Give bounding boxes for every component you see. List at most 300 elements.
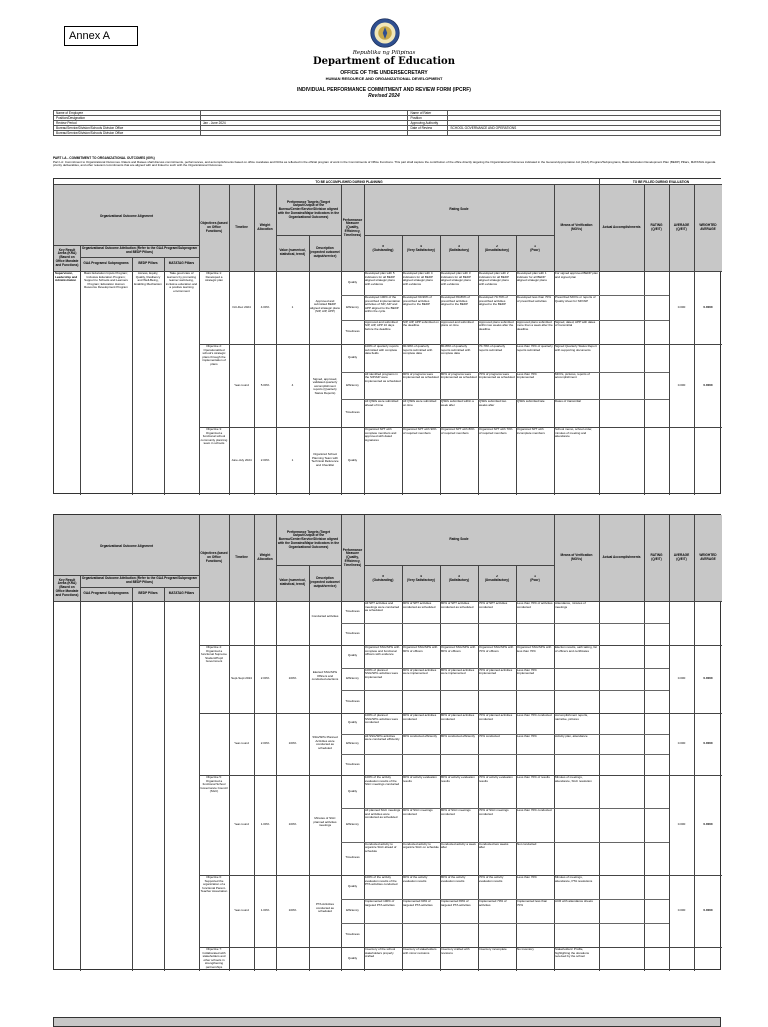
target-value-text: 100%: [288, 909, 297, 912]
performance-measure-label: Timeliness: [345, 411, 360, 415]
actual-accomplishment-cell[interactable]: [600, 775, 643, 808]
mov-text: Accomplishment reports, narrative, pictures: [555, 714, 589, 721]
rating-criteria-r3: Inventory crafted with revisions: [441, 948, 470, 955]
header-targets: Performance Targets (Target Output/Output of the Bureau/Center/Service/Division aligned with the Domains/Major Indicators in the Organizational Outcomes): [277, 529, 340, 549]
performance-measure-label: Efficiency: [346, 677, 359, 680]
actual-accomplishment-cell[interactable]: [600, 344, 643, 372]
grid-divider: [599, 185, 600, 271]
actual-accomplishment-cell[interactable]: [600, 295, 643, 319]
grid-divider: [694, 515, 695, 601]
actual-accomplishment-cell[interactable]: [600, 842, 643, 875]
grid-divider: [478, 565, 479, 601]
mov-text: Signed, dated, APP with dates of transmittal: [555, 320, 596, 328]
gaa-text: [81, 428, 131, 494]
performance-measure-label: Timeliness: [345, 610, 360, 613]
rating-criteria-r2: Developed 70-79% of prescribed activities aligned to the BEDP: [479, 296, 508, 307]
mov-text: MOVs, pictures, reports of accomplishment: [555, 372, 590, 380]
mov-text: Activity plan, attendance: [555, 734, 588, 738]
rating-criteria-r1: [517, 755, 553, 774]
header-weight: Weight Allocation: [257, 553, 273, 561]
rating-level-number: 2: [496, 245, 498, 248]
mov-text: [555, 924, 598, 946]
actual-accomplishment-cell[interactable]: [600, 947, 643, 971]
timeline-text: [230, 621, 253, 627]
measure-divider: [341, 668, 669, 669]
actual-accomplishment-cell[interactable]: [600, 645, 643, 668]
rating-input-cell[interactable]: [645, 875, 668, 899]
rating-criteria-r4: Organized SPT with 90% of required members: [403, 428, 437, 435]
target-description-text: PTA Activities conducted as scheduled: [316, 903, 334, 913]
grid-divider: [669, 515, 670, 601]
target-description-text: SSG/SPG Planned Activities were conducted as scheduled: [312, 736, 338, 750]
grid-divider: [254, 601, 255, 971]
header-oo-attribution: Organizational Outcome Attribution (Refer to the GAA Program/Subprogram and BEDP Pillars): [81, 246, 198, 254]
rating-input-cell[interactable]: [645, 808, 668, 841]
rating-criteria-r2: [479, 755, 515, 774]
rating-level-label: (Satisfactory): [448, 577, 470, 582]
rating-input-cell[interactable]: [645, 754, 668, 775]
rating-input-cell[interactable]: [645, 271, 668, 295]
rating-criteria-r1: [517, 624, 553, 644]
header-bedp: BEDP Pillars: [138, 591, 158, 596]
mov-text: Election results, oath taking, list of officers and certificates: [555, 646, 598, 653]
grid-divider: [276, 185, 277, 271]
rating-criteria-r2: Conducted two weeks after: [479, 842, 509, 850]
performance-measure-label: Quality: [347, 459, 358, 462]
actual-accomplishment-cell[interactable]: [600, 320, 643, 344]
rating-criteria-r3: [441, 755, 477, 774]
grid-divider: [276, 515, 277, 601]
rating-input-cell[interactable]: [645, 320, 668, 344]
header-description: Description (expected outcome/ output/service): [310, 576, 340, 588]
performance-measure-label: Quality: [347, 281, 358, 285]
performance-measure-label: Quality: [347, 789, 358, 793]
rating-criteria-r1: Less than 70% of activities conducted: [517, 602, 553, 609]
rating-criteria-r5: 100% of the activity evaluation results of the PTA activities conducted: [365, 876, 398, 886]
actual-accomplishment-cell[interactable]: [600, 808, 643, 841]
mov-text: [555, 691, 598, 712]
info-value[interactable]: Jan - June 2024: [200, 121, 408, 126]
performance-measure-label: Quality: [347, 355, 358, 359]
average-value: 0.000: [677, 742, 686, 745]
measure-divider: [341, 808, 669, 809]
performance-measure-label: Efficiency: [346, 909, 359, 912]
rating-level-number: 1: [534, 575, 536, 578]
form-title: INDIVIDUAL PERFORMANCE COMMITMENT AND REVIEW FORM (IPCRF): [297, 87, 471, 93]
performance-measure-label: Timeliness: [345, 856, 360, 860]
grid-divider: [694, 185, 695, 271]
rating-input-cell[interactable]: [645, 713, 668, 734]
rating-level-3: [440, 245, 478, 265]
info-row: [54, 131, 721, 136]
header-rating: RATING (Q/E/T): [650, 553, 663, 561]
measure-divider: [341, 295, 669, 296]
rating-criteria-r5: All planned SGC meetings and activities were conducted as scheduled: [365, 809, 401, 820]
actual-accomplishment-cell[interactable]: [600, 372, 643, 400]
grid-divider: [644, 515, 645, 601]
rating-criteria-r5: [365, 755, 401, 774]
rating-criteria-r5: 100% of planned SSG/SPG activities were implemented: [365, 668, 399, 679]
rating-criteria-r5: [365, 924, 401, 946]
measure-divider: [341, 372, 669, 373]
average-value: 0.000: [677, 383, 686, 387]
grid-divider: [276, 601, 277, 971]
gaa-text: [81, 345, 131, 426]
grid-divider: [54, 245, 199, 246]
performance-measure-label: Quality: [347, 721, 358, 725]
info-label: Date of Review: [408, 126, 448, 131]
weight-text: 2.00%: [260, 459, 270, 462]
grid-divider: [199, 185, 200, 271]
rating-criteria-r5: [365, 691, 401, 712]
average-value: [670, 459, 693, 465]
rating-input-cell[interactable]: [645, 842, 668, 875]
rating-criteria-r1: Less than 70% of quarterly reports submitted: [517, 345, 553, 352]
measure-divider: [341, 320, 669, 321]
measure-divider: [341, 690, 669, 691]
rating-criteria-r5: 100% of planned SSG/SPG activities were conducted: [365, 714, 399, 724]
actual-accomplishment-cell[interactable]: [600, 399, 643, 427]
weighted-average-value: 0.0000: [703, 909, 713, 912]
rating-criteria-r2: QSRs submitted two weeks after: [479, 400, 507, 407]
rating-criteria-r5: 100% of the activity evaluation results of the SGC meetings conducted: [365, 776, 400, 786]
rating-criteria-r2: [479, 624, 515, 644]
matatag-text: [165, 428, 198, 494]
grid-divider: [669, 185, 670, 271]
mov-text: School memo, school order, minutes of meeting and attendance: [555, 428, 593, 438]
info-value[interactable]: [200, 131, 408, 136]
average-value: 0.000: [677, 909, 686, 912]
header-gaa: GAA Programs/ Subprograms: [83, 591, 129, 596]
rating-level-label: (Outstanding): [372, 577, 394, 582]
rating-criteria-r4: [403, 755, 439, 774]
rating-criteria-r5: Inventory of the school stakeholders properly crafted: [365, 948, 396, 958]
rating-criteria-r3: [441, 624, 477, 644]
actual-accomplishment-cell[interactable]: [600, 601, 643, 623]
weight-text: 2.00%: [260, 677, 270, 680]
info-label: Review Period: [54, 121, 201, 126]
timeline-text: Year-round: [234, 909, 249, 912]
grid-divider: [554, 515, 555, 601]
rating-criteria-r4: SIP, AIP, APP submitted on the deadline: [403, 320, 439, 328]
rating-input-cell[interactable]: [645, 690, 668, 713]
rating-level-number: 3: [458, 575, 460, 578]
rating-level-number: 5: [382, 245, 384, 248]
timeline-text: [230, 957, 253, 963]
rating-criteria-r3: [441, 691, 477, 712]
header-objectives: Objectives (based on Office Functions): [200, 551, 228, 563]
target-value-text: 100%: [288, 677, 297, 680]
measure-divider: [341, 623, 669, 624]
grid-divider: [80, 587, 199, 588]
actual-accomplishment-cell[interactable]: [600, 668, 643, 691]
grid-divider: [478, 235, 479, 271]
rating-criteria-r3: 80% of planned activities conducted: [441, 714, 475, 721]
rating-criteria-r5: All SSG/SPG activities were conducted efficiently: [365, 734, 400, 742]
rating-criteria-r3: 80-89% of quarterly reports submitted with complete data: [441, 345, 471, 355]
info-label: Bureau/Service/Division/Schools Division Office: [54, 126, 201, 131]
mov-text: Stakeholders' Profile, highlighting the donations received by the school: [555, 948, 590, 958]
rating-level-1: [516, 245, 554, 265]
timeline-text: June-July 2024: [231, 459, 252, 462]
grid-divider: [516, 235, 517, 271]
rating-criteria-r3: Developed 80-89% of prescribed activities aligned to the BEDP: [441, 296, 470, 307]
rating-input-cell[interactable]: [645, 427, 668, 495]
rating-criteria-r3: 80% of SPT activities conducted as scheduled: [441, 602, 474, 609]
rating-criteria-r1: Less than 70%: [517, 876, 537, 879]
rating-input-cell[interactable]: [645, 775, 668, 808]
rating-criteria-r4: All QSRs were submitted on time: [403, 400, 437, 407]
rating-input-cell[interactable]: [645, 947, 668, 971]
info-label: Name of Rater: [408, 111, 448, 116]
actual-accomplishment-cell[interactable]: [600, 271, 643, 295]
objective-text: Objective 2: Operationalized school's strategic plans through the implementation of plans: [202, 345, 226, 366]
rating-criteria-r4: Conducted activity to organize SGC on schedule: [403, 842, 439, 850]
rating-level-label: (Unsatisfactory): [484, 577, 510, 582]
rating-input-cell[interactable]: [645, 399, 668, 427]
header-description: Description (expected outcome/ output/service): [310, 246, 340, 258]
rating-criteria-r1: Less than 70% implemented: [517, 372, 537, 380]
header-targets: Performance Targets (Target Output/Output of the Bureau/Center/Service/Division aligned with the Domains/Major Indicators in the Organizational Outcomes): [277, 199, 340, 219]
info-value[interactable]: SCHOOL GOVERNANCE AND OPERATIONS: [448, 126, 721, 131]
header-actual: Actual Accomplishments: [602, 225, 641, 230]
rating-input-cell[interactable]: [645, 645, 668, 668]
rating-criteria-r3: 80% conducted efficiently: [441, 734, 475, 738]
mov-text: [555, 755, 598, 774]
grid-divider: [254, 515, 255, 601]
rating-level-number: 4: [420, 575, 422, 578]
header-performance-measure: Performance Measure (Quality, Efficiency, Timeliness): [342, 217, 363, 237]
rating-criteria-r4: 90% of the activity evaluation results: [403, 876, 428, 883]
weight-text: [255, 957, 275, 963]
rating-criteria-r2: 70% of planned activities implemented: [479, 668, 513, 676]
header-org-outcome: Organizational Outcome Alignment: [99, 214, 154, 219]
rating-criteria-r2: Organized SPT with 70% of required members: [479, 428, 513, 435]
actual-accomplishment-cell[interactable]: [600, 427, 643, 495]
grid-divider: [229, 515, 230, 601]
rating-criteria-r5: Organized SSG/SPG with complete and functional officers with evidence: [365, 646, 400, 656]
target-description-text: Conducted activities: [311, 615, 339, 618]
header-kra: Key Result Areas (KRA) (Based on Office Mandate and Functions): [55, 577, 79, 597]
rating-level-number: 5: [382, 575, 384, 578]
mov-text: ACR with attendance sheets: [555, 900, 593, 903]
rating-criteria-r4: 90% of activity evaluation results: [403, 776, 437, 783]
timeline-text: Year-round: [234, 823, 249, 826]
rating-input-cell[interactable]: [645, 923, 668, 947]
target-value-text: 100%: [288, 742, 297, 745]
rating-criteria-r5: All identified programs in the SIP/AIP were implemented as scheduled: [365, 372, 401, 383]
mov-text: [555, 669, 598, 690]
rating-level-label: (Unsatisfactory): [484, 247, 510, 252]
actual-accomplishment-cell[interactable]: [600, 690, 643, 713]
weighted-average-value: 0.0000: [703, 305, 713, 309]
mov-text: [555, 624, 598, 644]
grid-divider: [199, 515, 200, 601]
actual-accomplishment-cell[interactable]: [600, 923, 643, 947]
grid-divider: [132, 587, 133, 601]
grid-divider: [364, 185, 365, 271]
performance-measure-label: Efficiency: [346, 823, 359, 826]
grid-divider: [341, 185, 342, 271]
mov-text: Prescribed MOVs or reports of Quality sheet for SIP/AIP: [555, 296, 596, 303]
header-org-outcome: Organizational Outcome Alignment: [99, 544, 154, 549]
header-mov: Means of Verification (MOVs): [560, 553, 593, 561]
info-label: Bureau/Service/Division/Schools Division Office: [54, 131, 201, 136]
target-description-text: Elected SSG/SPG Officers and conducted elections: [311, 671, 339, 681]
grid-divider: [254, 185, 255, 271]
target-value-text: 4: [291, 383, 294, 387]
header-oo-attribution: Organizational Outcome Attribution (Refer to the GAA Program/Subprogram and BEDP Pillars): [81, 576, 198, 584]
header-weighted-average: WEIGHTED AVERAGE: [699, 223, 717, 231]
planning-group-header: TO BE ACCOMPLISHED DURING PLANNING: [54, 179, 644, 185]
grid-divider: [364, 565, 554, 566]
rating-criteria-r1: [517, 924, 553, 946]
annex-label: Annex A: [64, 26, 138, 46]
actual-accomplishment-cell[interactable]: [600, 623, 643, 645]
rating-criteria-r4: Developed 90-99% of prescribed activities aligned to the BEDP: [403, 296, 432, 307]
objective-text: [200, 602, 228, 644]
rating-criteria-r2: Approved plans submitted within two weeks after the deadline: [479, 320, 514, 331]
rating-criteria-r2: [479, 691, 515, 712]
rating-level-2: [478, 575, 516, 595]
header-weighted-average: WEIGHTED AVERAGE: [699, 553, 717, 561]
target-value-text: [277, 957, 308, 963]
grid-divider: [80, 245, 81, 271]
rating-input-cell[interactable]: [645, 734, 668, 755]
rating-criteria-r5: 100% of quarterly reports submitted with complete data fields: [365, 345, 399, 355]
rating-input-cell[interactable]: [645, 344, 668, 372]
rating-criteria-r1: Organized SPT with incomplete members: [517, 428, 545, 435]
target-description-text: Signed, approved, validated quarterly accomplishment reports (Quarterly Status Reports): [312, 377, 338, 395]
rating-input-cell[interactable]: [645, 601, 668, 623]
rating-level-1: [516, 575, 554, 595]
rating-criteria-r1: Less than 70%: [517, 734, 537, 738]
rating-criteria-r2: 70% of activity evaluation results: [479, 776, 513, 783]
performance-measure-label: Timeliness: [345, 632, 360, 635]
actual-accomplishment-cell[interactable]: [600, 754, 643, 775]
header-mov: Means of Verification (MOVs): [560, 223, 593, 231]
gaa-text: Basic Education Inputs Program; Inclusive Education Program; Support to Schools and Learners Program; Education Human Resource Development Program: [84, 272, 128, 289]
grid-divider: [694, 601, 695, 971]
actual-accomplishment-cell[interactable]: [600, 899, 643, 923]
rating-criteria-r3: Organized SPT with 80% of required members: [441, 428, 475, 435]
rating-input-cell[interactable]: [645, 623, 668, 645]
header-timeline: Timeline: [235, 555, 248, 560]
grid-divider: [164, 257, 165, 271]
average-value: [670, 957, 693, 963]
header-rating-scale: Rating Scale: [449, 207, 469, 212]
rating-input-cell[interactable]: [645, 899, 668, 923]
objective-text: Objective 5: Organized a functional School Governance Council (SGC): [200, 776, 228, 793]
performance-measure-label: Timeliness: [345, 699, 360, 703]
department-title: Department of Education: [313, 56, 455, 67]
rating-input-cell[interactable]: [645, 372, 668, 400]
header-rating: RATING (Q/E/T): [650, 223, 663, 231]
rating-criteria-r1: Implemented less than 70%: [517, 900, 548, 907]
objective-text: Objective 6: Supported the organization of a functional Parent-Teacher Association: [200, 876, 228, 893]
rating-criteria-r4: 90% of SGC meetings conducted: [403, 809, 433, 816]
bedp-text: Access, Equity, Quality, Resiliency and Well-Being, Enabling Mechanism: [134, 272, 162, 286]
rating-criteria-r5: Implemented 100% of targeted PTA activities: [365, 900, 395, 907]
rating-criteria-r1: Not conducted: [517, 842, 537, 846]
rating-criteria-r4: [403, 924, 439, 946]
rating-criteria-r4: Organized SSG/SPG with 90% of officers: [403, 646, 438, 653]
kra-text: [55, 345, 79, 426]
rating-criteria-r3: 80% of the activity evaluation results: [441, 876, 466, 883]
rating-criteria-r5: Organized SPT with complete members and approved with dated signatures: [365, 428, 397, 442]
mov-text: Signed Quarterly Status Report with supporting documents: [555, 345, 597, 352]
performance-measure-label: Quality: [347, 885, 358, 888]
grid-divider: [80, 257, 199, 258]
form-revision: Revised 2024: [368, 93, 400, 99]
rating-criteria-r3: Implemented 80% of targeted PTA activities: [441, 900, 471, 907]
performance-measure-label: Efficiency: [346, 742, 359, 745]
timeline-text: Year-round: [234, 742, 249, 745]
grid-divider: [599, 515, 600, 601]
rating-criteria-r5: All SPT activities and meetings were conducted as scheduled: [365, 602, 400, 612]
actual-accomplishment-cell[interactable]: [600, 713, 643, 734]
rating-criteria-r5: Approved and submitted SIP, AIP, APP 10 days before the deadline: [365, 320, 398, 331]
actual-accomplishment-cell[interactable]: [600, 875, 643, 899]
average-value: 0.000: [677, 677, 686, 680]
target-value-text: 1: [291, 305, 294, 309]
rating-input-cell[interactable]: [645, 668, 668, 691]
rating-criteria-r5: Developed plan with 5 indicators for all BEDP aligned strategic plans with evidence: [365, 272, 395, 286]
weight-text: 2.00%: [260, 742, 270, 745]
part-one-description: [53, 157, 721, 168]
kra-text: [55, 428, 79, 494]
rating-criteria-r4: 90% of SPT activities conducted as scheduled: [403, 602, 436, 609]
info-value[interactable]: [448, 131, 721, 136]
header-bedp: BEDP Pillars: [138, 261, 158, 266]
weighted-average-value: 0.0000: [703, 677, 713, 680]
rating-criteria-r4: [403, 691, 439, 712]
rating-criteria-r5: Developed 100% of the prescribed implementation activities of SIP, AIP and APP aligned to the BEDP within the cycle: [365, 296, 401, 314]
performance-measure-label: Quality: [347, 957, 358, 960]
rating-input-cell[interactable]: [645, 295, 668, 319]
grid-divider: [132, 601, 133, 971]
bedp-text: [133, 345, 163, 426]
target-description-text: [310, 951, 340, 975]
grid-divider: [276, 565, 341, 566]
ipcrf-table-page-1: [53, 178, 721, 494]
actual-accomplishment-cell[interactable]: [600, 734, 643, 755]
performance-measure-label: Quality: [347, 654, 358, 658]
measure-divider: [341, 754, 669, 755]
rating-criteria-r1: Developed plan with 1 indicator for all BEDP aligned strategic plans: [517, 272, 547, 282]
grid-divider: [80, 601, 81, 971]
rating-level-number: 4: [420, 245, 422, 248]
part-one-text: Part I-A: Commitment to Organizational Outcomes. Raters and Ratees shall discuss commitments, performances, and accomplishments based on office mandates and KRAs as reflected in the official program of work in the Commitments of Office Functions. This part shall capture the contribution of the office directly targeting the Organizational Outcomes indicated in the General Appropriation Act (GAA) Program/Subprograms, Basic Education Development Plan (BEDP) Pillars, MATATAG Agenda priority deliverables, and other relevant commitments that are aligned with and linked to such with the Organizational Outcomes.: [53, 159, 716, 168]
employee-info-table: [53, 110, 721, 136]
rating-criteria-r2: 70% of planned activities conducted: [479, 714, 513, 721]
weighted-average-value: [695, 957, 721, 963]
rating-level-label: (Poor): [530, 247, 540, 252]
rating-criteria-r1: Less than 70% conducted: [517, 809, 552, 813]
rating-criteria-r4: 90% of planned activities conducted: [403, 714, 437, 721]
rating-criteria-r5: Conducted activity to organize SGC ahead of schedule: [365, 842, 397, 853]
rating-criteria-r2: [479, 924, 515, 946]
bedp-text: [133, 428, 163, 494]
grid-divider: [164, 601, 165, 971]
mov-text: [555, 843, 598, 874]
division-name: HUMAN RESOURCE AND ORGANIZATIONAL DEVELOPMENT: [325, 76, 443, 81]
rating-level-5: [364, 575, 402, 595]
grid-divider: [80, 575, 81, 601]
mov-text: Minutes of meetings, attendance, SGC resolution: [555, 776, 592, 783]
ipcrf-table-page-3-header: [53, 1017, 721, 1027]
rating-level-number: 2: [496, 575, 498, 578]
